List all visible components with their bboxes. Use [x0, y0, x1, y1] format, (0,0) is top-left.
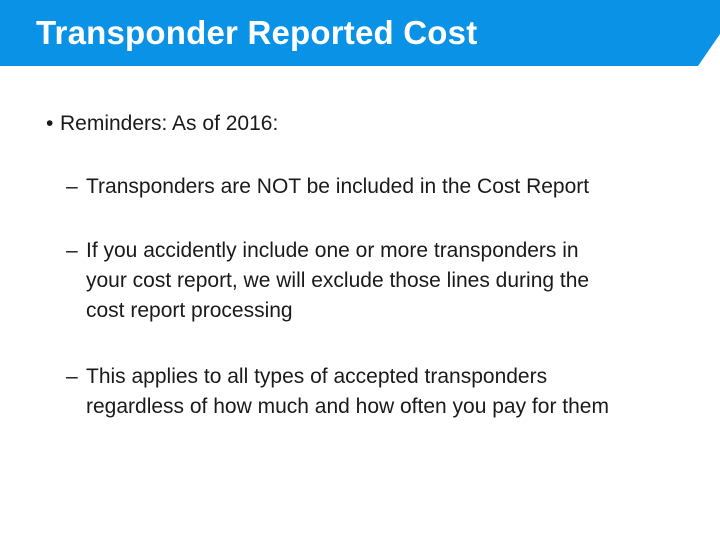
sub-item-2	[66, 236, 706, 326]
dash-marker: –	[66, 175, 78, 198]
sub-item-3	[66, 362, 706, 422]
sub-item-1-line-1: Transponders are NOT be included in the Cost Report	[86, 175, 590, 198]
dash-marker: –	[66, 365, 78, 388]
slide-title: Transponder Reported Cost	[36, 14, 478, 51]
sub-item-1	[66, 172, 706, 202]
sub-item-2-line-1: If you accidently include one or more transponders in	[86, 239, 579, 262]
sub-item-3-line-2: regardless of how much and how often you pay for them	[86, 395, 609, 418]
bullet-text: Reminders: As of 2016:	[60, 112, 279, 135]
bullet-marker: •	[46, 112, 54, 135]
sub-item-3-line-1: This applies to all types of accepted transponders	[86, 365, 548, 388]
bullet-reminders	[46, 111, 278, 137]
dash-marker: –	[66, 239, 78, 262]
sub-item-2-line-3: cost report processing	[86, 299, 293, 322]
sub-item-2-line-2: your cost report, we will exclude those lines during the	[86, 269, 590, 292]
